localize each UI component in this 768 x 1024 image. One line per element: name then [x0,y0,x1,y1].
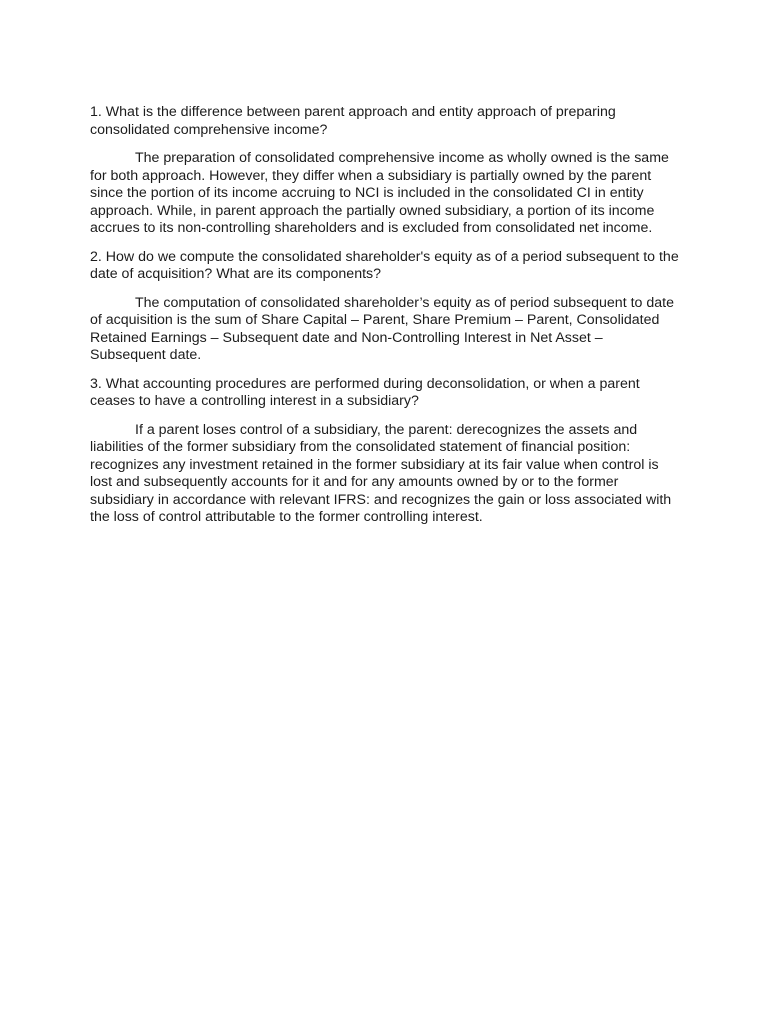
question-1: 1. What is the difference between parent approach and entity approach of preparing consolidated comprehensive income? [90,104,616,138]
qa-item-1 [90,104,680,238]
question-2: 2. How do we compute the consolidated shareholder's equity as of a period subsequent to the date of acquisition? What are its components? [90,248,679,282]
qa-item-3 [90,376,680,527]
qa-item-2 [90,249,680,365]
answer-1: The preparation of consolidated comprehensive income as wholly owned is the same for both approach. However, they differ when a subsidiary is partially owned by the parent since the portion of its income accruing to NCI is included in the consolidated CI in entity approach. While, in parent approach the partially owned subsidiary, a portion of its income accrues to its non-controlling shareholders and is excluded from consolidated net income. [90,150,669,236]
question-3: 3. What accounting procedures are performed during deconsolidation, or when a parent ceases to have a controlling interest in a subsidiary? [90,375,640,409]
answer-3: If a parent loses control of a subsidiary, the parent: derecognizes the assets and liabilities of the former subsidiary from the consolidated statement of financial position: recognizes any investment retained in the former subsidiary at its fair value when control is lost and subsequently accounts for it and for any amounts owned by or to the former subsidiary in accordance with relevant IFRS: and recognizes the gain or loss associated with the loss of control attributable to the former controlling interest. [90,421,672,525]
answer-2: The computation of consolidated shareholder’s equity as of period subsequent to date of acquisition is the sum of Share Capital – Parent, Share Premium – Parent, Consolidated Retained Earnings – Subsequent date and Non-Controlling Interest in Net Asset – Subsequent date. [90,294,674,363]
document-page [90,104,680,538]
